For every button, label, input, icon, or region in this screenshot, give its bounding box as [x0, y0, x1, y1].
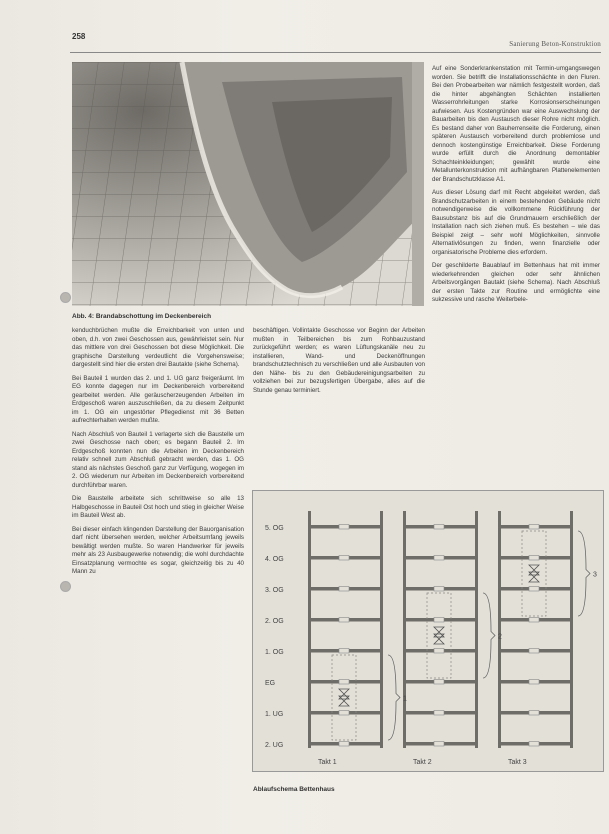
paragraph: Bei dieser einfach klingenden Darstellung der Bauorganisation darf nicht übersehen werden, welcher Arbeitsumfang jeweils bewältigt werden mußte. So waren Handwerker für jeweils mehr als 23 Ausbaugewerke notwendig; die wohl durchdachte Einsatzplanung vermochte es sogar, gleichzeitig bis zu 40 Mann zu	[72, 525, 244, 575]
ceiling-opening	[529, 711, 539, 716]
punch-hole	[60, 292, 71, 303]
ceiling-opening	[434, 525, 444, 530]
paragraph: Nach Abschluß von Bauteil 1 verlagerte sich die Baustelle um zwei Geschosse nach oben; es begann Bauteil 2. Im Erdgeschoß konnten nun die Arbeiten im Deckenbereich relativ schnell zum Abschluß gebracht werden, das 1. OG stand als nächstes Geschoß ganz zur Verfügung, wogegen im 2. OG wiederum nur Arbeiten im Deckenbereich vorbereitend durchführbar waren.	[72, 430, 244, 489]
ceiling-opening	[529, 649, 539, 654]
ceiling-opening	[434, 649, 444, 654]
construction-schedule-diagram	[252, 490, 604, 772]
work-zone-outline	[332, 655, 356, 740]
ceiling-opening	[339, 618, 349, 623]
takt-bracket	[388, 655, 400, 740]
ceiling-opening	[529, 680, 539, 685]
takt-label: Takt 2	[413, 759, 432, 766]
text-column-3	[432, 65, 600, 310]
ceiling-opening	[339, 711, 349, 716]
schedule-diagram-svg	[253, 491, 603, 771]
header-rule	[70, 52, 601, 53]
ceiling-opening	[339, 587, 349, 592]
photo-caption: Abb. 4: Brandabschottung im Deckenbereich	[72, 313, 212, 320]
bracket-number: 1	[403, 695, 407, 703]
paragraph: Aus dieser Lösung darf mit Recht abgeleitet werden, daß Brandschutzarbeiten in einem bestehenden Gebäude nicht notwendigerweise die vollkommene Rückführung der Bausubstanz bis auf die Grundmauern erschließlich der Installation nach sich ziehen muß. Es bestehen – wie das Beispiel zeigt – sehr wohl Möglichkeiten, sinnvolle Alternativlösungen zu finden, wenn finanzielle oder organisatorische Probleme dies erfordern.	[432, 189, 600, 256]
ceiling-opening	[529, 618, 539, 623]
ceiling-opening	[339, 742, 349, 747]
ceiling-opening	[434, 556, 444, 561]
ceiling-opening	[434, 680, 444, 685]
paragraph: kenduchbrüchen mußte die Erreichbarkeit von unten und oben, d.h. von zwei Geschossen aus, gewährleistet sein. Nur das mittlere von drei Geschossen bot diese Möglichkeit. Die graphische Darstellung verdeutlicht die Vorgehensweise; dargestellt sind hier die ersten drei Bautakte (siehe Schema).	[72, 327, 244, 368]
punch-hole	[60, 581, 71, 592]
paragraph: Der geschilderte Bauablauf im Bettenhaus hat mit immer wiederkehrenden gleichen oder sehr ähnlichen Arbeitsvorgängen Bautakt (siehe Schema). Nach Abschluß der ersten Takte zur Routine und ermöglichte eine sukzessive und rasche Weiterbele-	[432, 262, 600, 303]
work-zone-outline	[522, 531, 546, 616]
floor-label: 3. OG	[265, 587, 284, 594]
paragraph: Auf eine Sonderkrankenstation mit Termin-umgangswegen worden. Sie betrifft die Installationsschächte in den Fluren. Bei den Probearbeiten war nämlich festgestellt worden, daß die hinter abgehängten Schächten installierten Wasserrohrleitungen starke Korrosionserscheinungen aufwiesen. Aus Kostengründen war eine Auswechslung der Bauarbeiten bis den Austausch dieser Rohre nicht möglich. Es bestand daher von Bauherrenseite die Forderung, einen späteren Austausch vorbereitend durch problemlose und dennoch kostengünstige Erreichbarkeit. Diese Forderung wurde erfüllt durch die Anordnung demontabler Schachteinkleidungen; gewählt wurde eine Metallunterkonstruktion mit aufhängbaren Plattenelementen der Brandschutzklasse A1.	[432, 65, 600, 183]
text-column-2	[253, 327, 425, 400]
ceiling-opening	[339, 649, 349, 654]
takt-bracket	[578, 531, 590, 616]
ceiling-opening	[529, 587, 539, 592]
floor-label: 5. OG	[265, 525, 284, 532]
hourglass-icon	[339, 696, 349, 706]
floor-label: 4. OG	[265, 556, 284, 563]
ceiling-opening	[339, 525, 349, 530]
floor-label: EG	[265, 680, 276, 687]
ceiling-photo	[72, 62, 424, 306]
ceiling-opening	[434, 742, 444, 747]
ceiling-opening	[339, 680, 349, 685]
floor-label: 2. OG	[265, 618, 284, 625]
takt-label: Takt 3	[508, 759, 527, 766]
bracket-number: 3	[593, 571, 597, 579]
paragraph: Bei Bauteil 1 wurden das 2. und 1. UG ganz freigeräumt. Im EG konnte dagegen nur im Deckenbereich vorbereitend gearbeitet werden. Alle geräuscherzeugenden Arbeiten im Erdgeschoß waren auszuschließen, da zu diesem Zeitpunkt im 1. OG ein ungestörter Pflegedienst mit 36 Betten aufrechterhalten werden mußte.	[72, 374, 244, 424]
ceiling-opening	[434, 618, 444, 623]
text-column-1	[72, 327, 244, 582]
diagram-caption: Ablaufschema Bettenhaus	[253, 786, 335, 793]
floor-label: 2. UG	[265, 742, 284, 749]
takt-label: Takt 1	[318, 759, 337, 766]
ceiling-opening	[434, 587, 444, 592]
paragraph: beschäftigen. Vollintakte Geschosse vor Beginn der Arbeiten mußten in Teilbereichen bis zum Rohbauzustand zurückgeführt werden; es waren Lüftungskanäle neu zu installieren, Wand- und Deckenöffnungen brandschutztechnisch zu verschließen und alle Ausbauten von den Nähe- bis zu den Gebäudereinigungsarbeiten zu vollziehen bei zur bezugsfertigen Übergabe, alles auf die Stunde genau terminiert.	[253, 327, 425, 394]
hourglass-icon	[434, 634, 444, 644]
ceiling-opening	[529, 742, 539, 747]
ceiling-opening	[529, 525, 539, 530]
floor-label: 1. OG	[265, 649, 284, 656]
takt-bracket	[483, 593, 495, 678]
page-number: 258	[72, 32, 86, 41]
hourglass-icon	[529, 572, 539, 582]
ceiling-photo-image	[72, 62, 424, 306]
ceiling-opening	[434, 711, 444, 716]
ceiling-opening	[529, 556, 539, 561]
ceiling-opening	[339, 556, 349, 561]
running-header: Sanierung Beton-Konstruktion	[509, 40, 601, 48]
work-zone-outline	[427, 593, 451, 678]
paragraph: Die Baustelle arbeitete sich schrittweise so alle 13 Halbgeschosse in Bauteil Ost hoch und stieg in gleicher Weise im Bauteil West ab.	[72, 495, 244, 519]
bracket-number: 2	[498, 633, 502, 641]
floor-label: 1. UG	[265, 711, 284, 718]
